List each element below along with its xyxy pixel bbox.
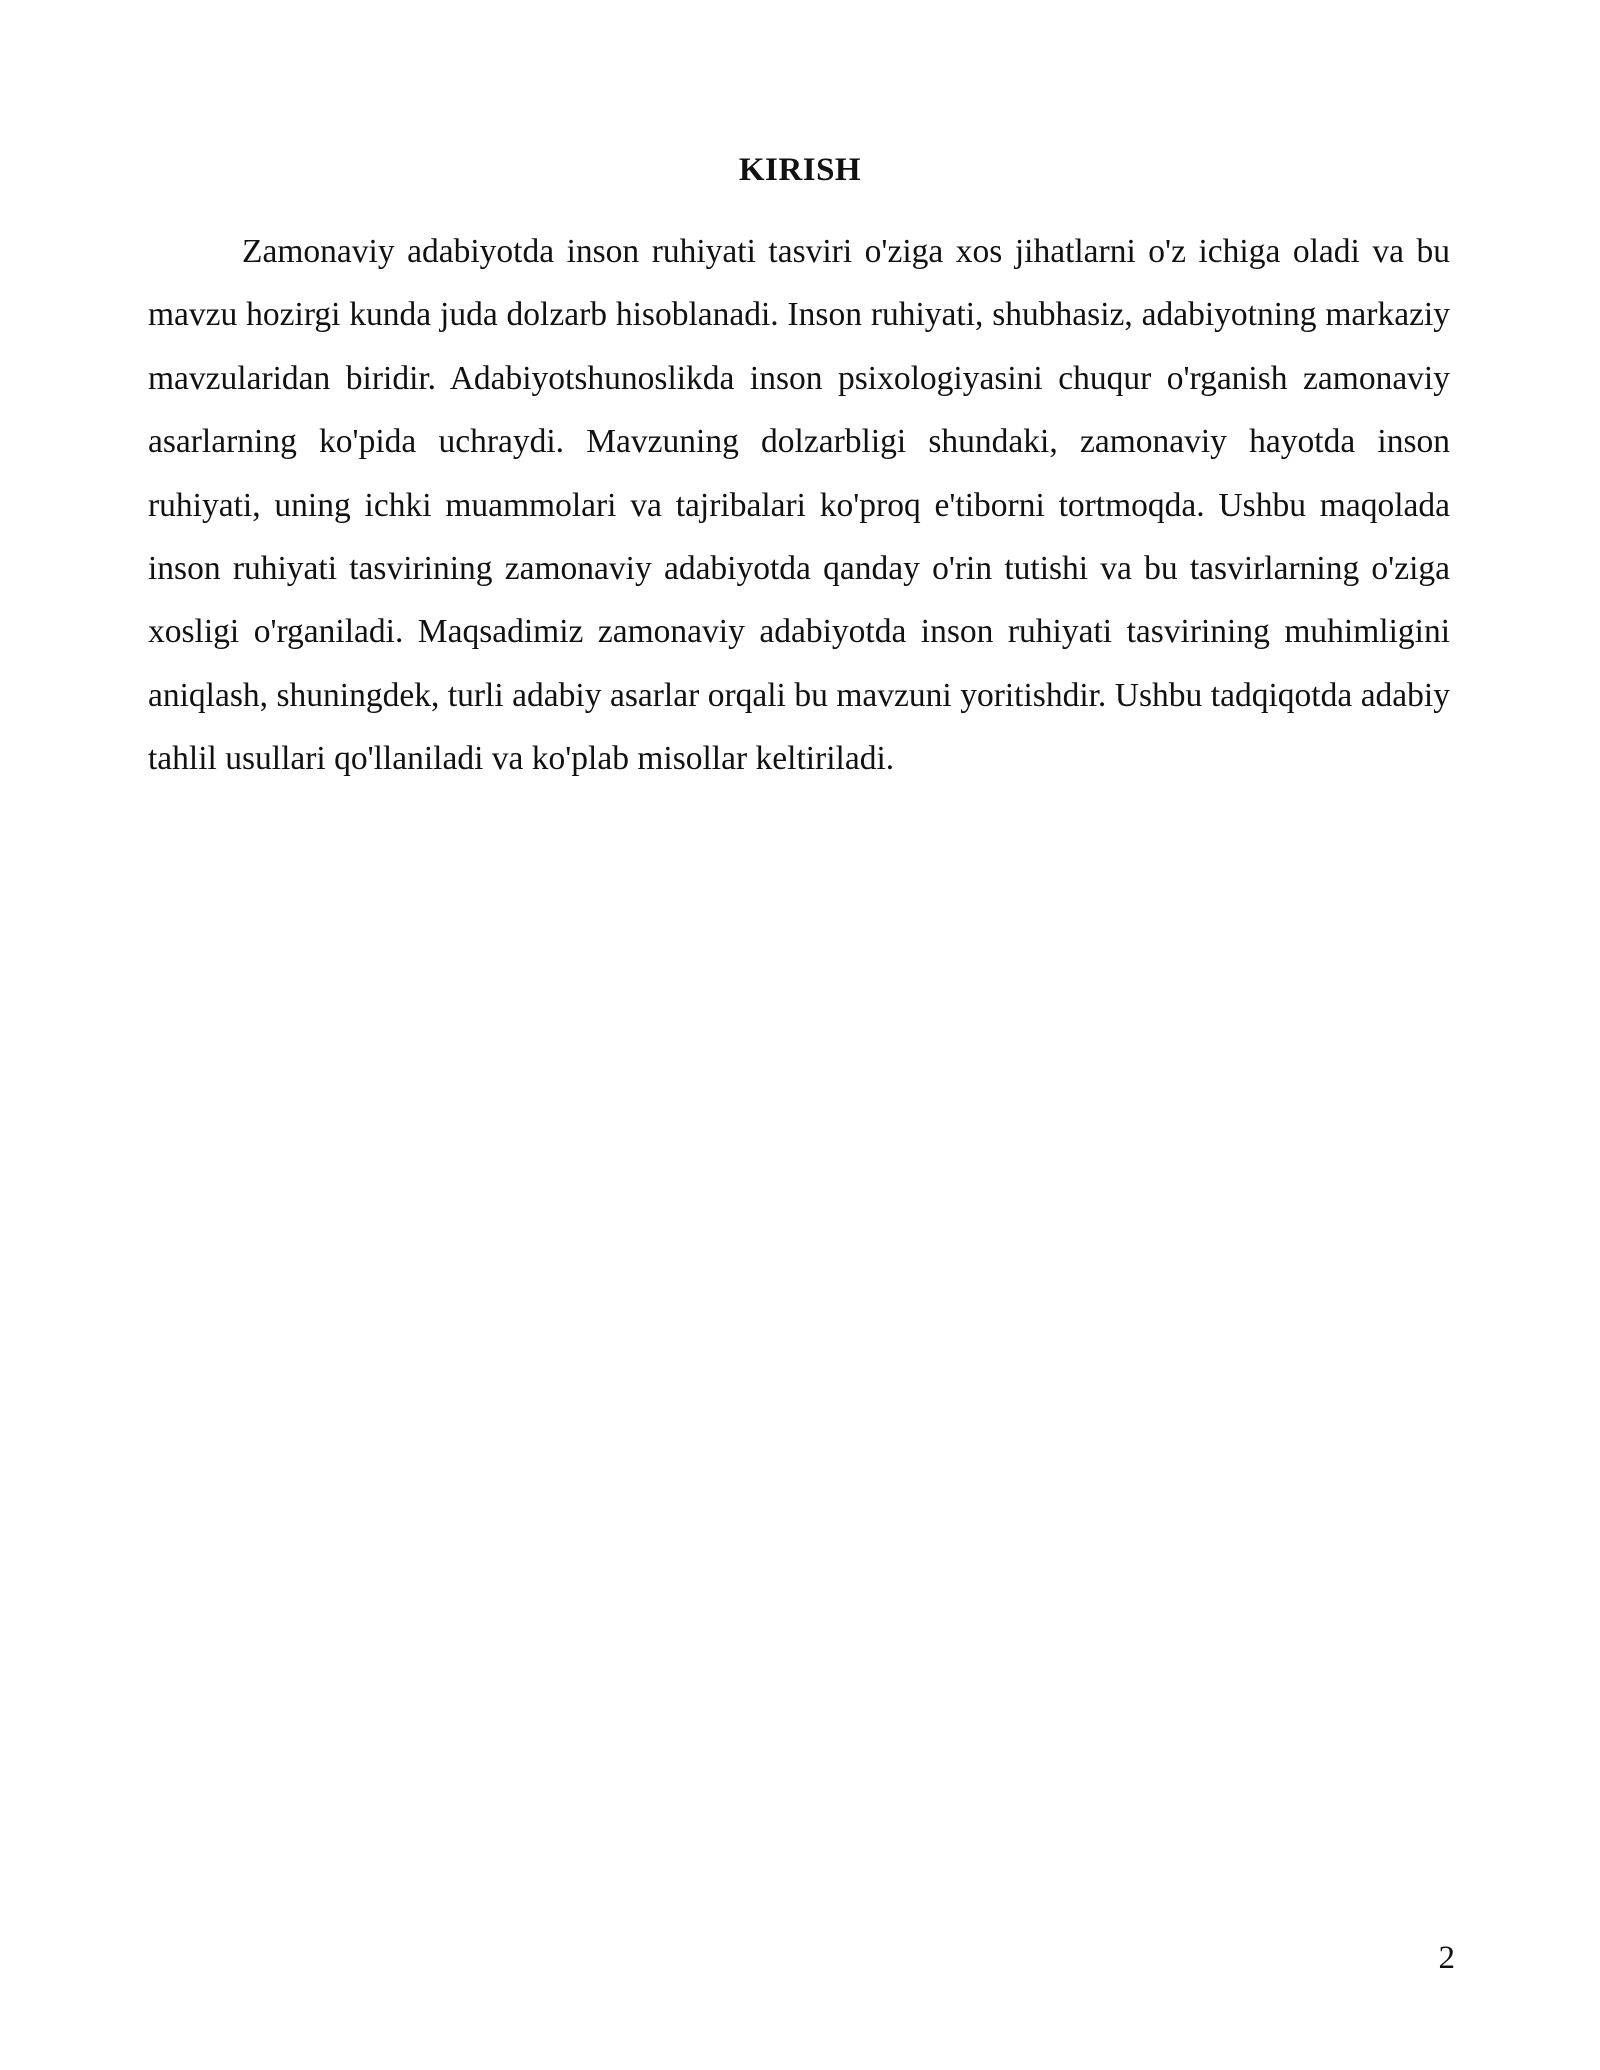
page-number: 2	[1438, 1940, 1455, 1976]
body-paragraph: Zamonaviy adabiyotda inson ruhiyati tasviri o'ziga xos jihatlarni o'z ichiga oladi va bu mavzu hozirgi kunda juda dolzarb hisoblanadi. Inson ruhiyati, shubhasiz, adabiyotning markaziy mavzularidan biridir. Adabiyotshunoslikda inson psixologiyasini chuqur o'rganish zamonaviy asarlarning ko'pida uchraydi. Mavzuning dolzarbligi shundaki, zamonaviy hayotda inson ruhiyati, uning ichki muammolari va tajribalari ko'proq e'tiborni tortmoqda. Ushbu maqolada inson ruhiyati tasvirining zamonaviy adabiyotda qanday o'rin tutishi va bu tasvirlarning o'ziga xosligi o'rganiladi. Maqsadimiz zamonaviy adabiyotda inson ruhiyati tasvirining muhimligini aniqlash, shuningdek, turli adabiy asarlar orqali bu mavzuni yoritishdir. Ushbu tadqiqotda adabiy tahlil usullari qo'llaniladi va ko'plab misollar keltiriladi.	[148, 233, 1450, 778]
section-heading: KIRISH	[738, 152, 862, 188]
